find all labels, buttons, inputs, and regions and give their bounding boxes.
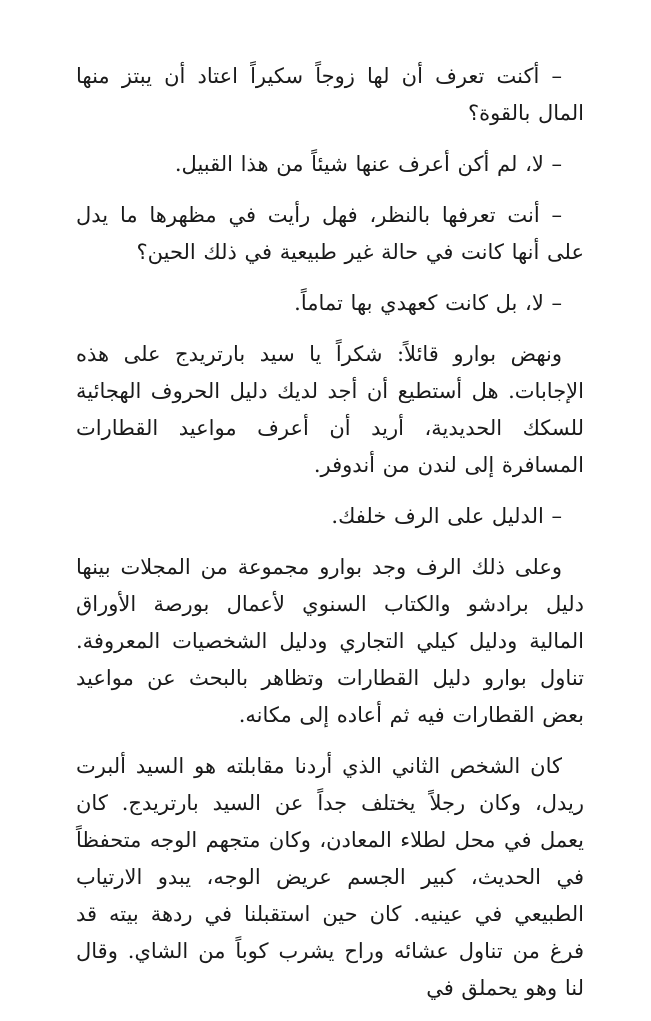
dialogue-line-3: – أنت تعرفها بالنظر، فهل رأيت في مظهرها ما يدل على أنها كانت في حالة غير طبيعية في ذلك الحين؟ bbox=[68, 203, 584, 264]
dialogue-line-1: – أكنت تعرف أن لها زوجاً سكيراً اعتاد أن يبتز منها المال بالقوة؟ bbox=[68, 64, 584, 125]
dialogue-line-4: – لا، بل كانت كعهدي بها تماماً. bbox=[294, 291, 562, 315]
narrative-paragraph-2: وعلى ذلك الرف وجد بوارو مجموعة من المجلات بينها دليل برادشو والكتاب السنوي لأعمال بورصة الأوراق المالية ودليل كيلي التجاري ودليل الشخصيات المعروفة. تناول بوارو دليل القطارات وتظاهر بالبحث عن مواعيد بعض القطارات فيه ثم أعاده إلى مكانه. bbox=[68, 555, 584, 727]
narrative-paragraph-3: كان الشخص الثاني الذي أردنا مقابلته هو السيد ألبرت ريدل، وكان رجلاً يختلف جداً عن السيد بارتريدج. كان يعمل في محل لطلاء المعادن، وكان متجهم الوجه متحفظاً في الحديث، كبير الجسم عريض الوجه، يبدو الارتياب الطبيعي في عينيه. كان حين استقبلنا في ردهة بيته قد فرغ من تناول عشائه وراح يشرب كوباً من الشاي. وقال لنا وهو يحملق في bbox=[68, 754, 584, 1000]
dialogue-line-2: – لا، لم أكن أعرف عنها شيئاً من هذا القبيل. bbox=[174, 152, 562, 176]
book-page bbox=[68, 58, 584, 1021]
narrative-paragraph-1: ونهض بوارو قائلاً: شكراً يا سيد بارتريدج على هذه الإجابات. هل أستطيع أن أجد لديك دليل الحروف الهجائية للسكك الحديدية، أريد أن أعرف مواعيد القطارات المسافرة إلى لندن من أندوفر. bbox=[68, 342, 584, 477]
dialogue-line-5: – الدليل على الرف خلفك. bbox=[331, 504, 562, 528]
